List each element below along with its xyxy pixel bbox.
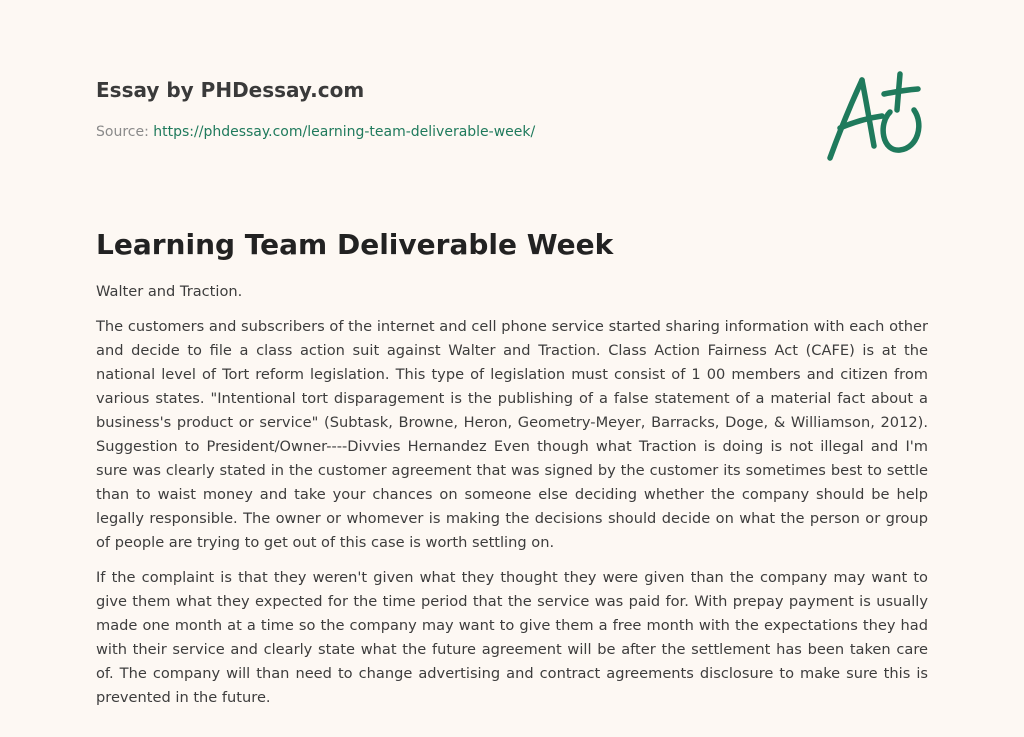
a-plus-grade-icon	[820, 66, 930, 166]
essay-content	[96, 226, 928, 721]
essay-paragraph: If the complaint is that they weren't given what they thought they were given than the company may want to give them what they expected for the time period that the service was paid for. With prepay payment is usually made one month at a time so the company may want to give them a free month with the expectations they had with their service and clearly state what the future agreement will be after the settlement has been taken care of. The company will than need to change advertising and contract agreements disclosure to make sure this is prevented in the future.	[96, 569, 928, 706]
essay-title: Learning Team Deliverable Week	[96, 228, 614, 261]
essay-paragraph: The customers and subscribers of the internet and cell phone service started sharing information with each other and decide to file a class action suit against Walter and Traction. Class Action Fairness Act (CAFE) is at the national level of Tort reform legislation. This type of legislation must consist of 1 00 members and citizen from various states. "Intentional tort disparagement is the publishing of a false statement of a material fact about a business's product or service" (Subtask, Browne, Heron, Geometry-Meyer, Barracks, Doge, & Williamson, 2012). Suggestion to President/Owner----Divvies Hernandez Even though what Traction is doing is not illegal and I'm sure was clearly stated in the customer agreement that was signed by the customer its sometimes best to settle than to waist money and take your chances on someone else deciding whether the company should be help legally responsible. The owner or whomever is making the decisions should decide on what the person or group of people are trying to get out of this case is worth settling on.	[96, 318, 928, 551]
source-link[interactable]: https://phdessay.com/learning-team-deliverable-week/	[153, 124, 536, 140]
source-line	[96, 122, 796, 142]
site-title: Essay by PHDessay.com	[96, 78, 365, 102]
page-header	[96, 76, 796, 142]
essay-paragraph: Walter and Traction.	[96, 283, 243, 300]
source-label: Source:	[96, 124, 149, 140]
